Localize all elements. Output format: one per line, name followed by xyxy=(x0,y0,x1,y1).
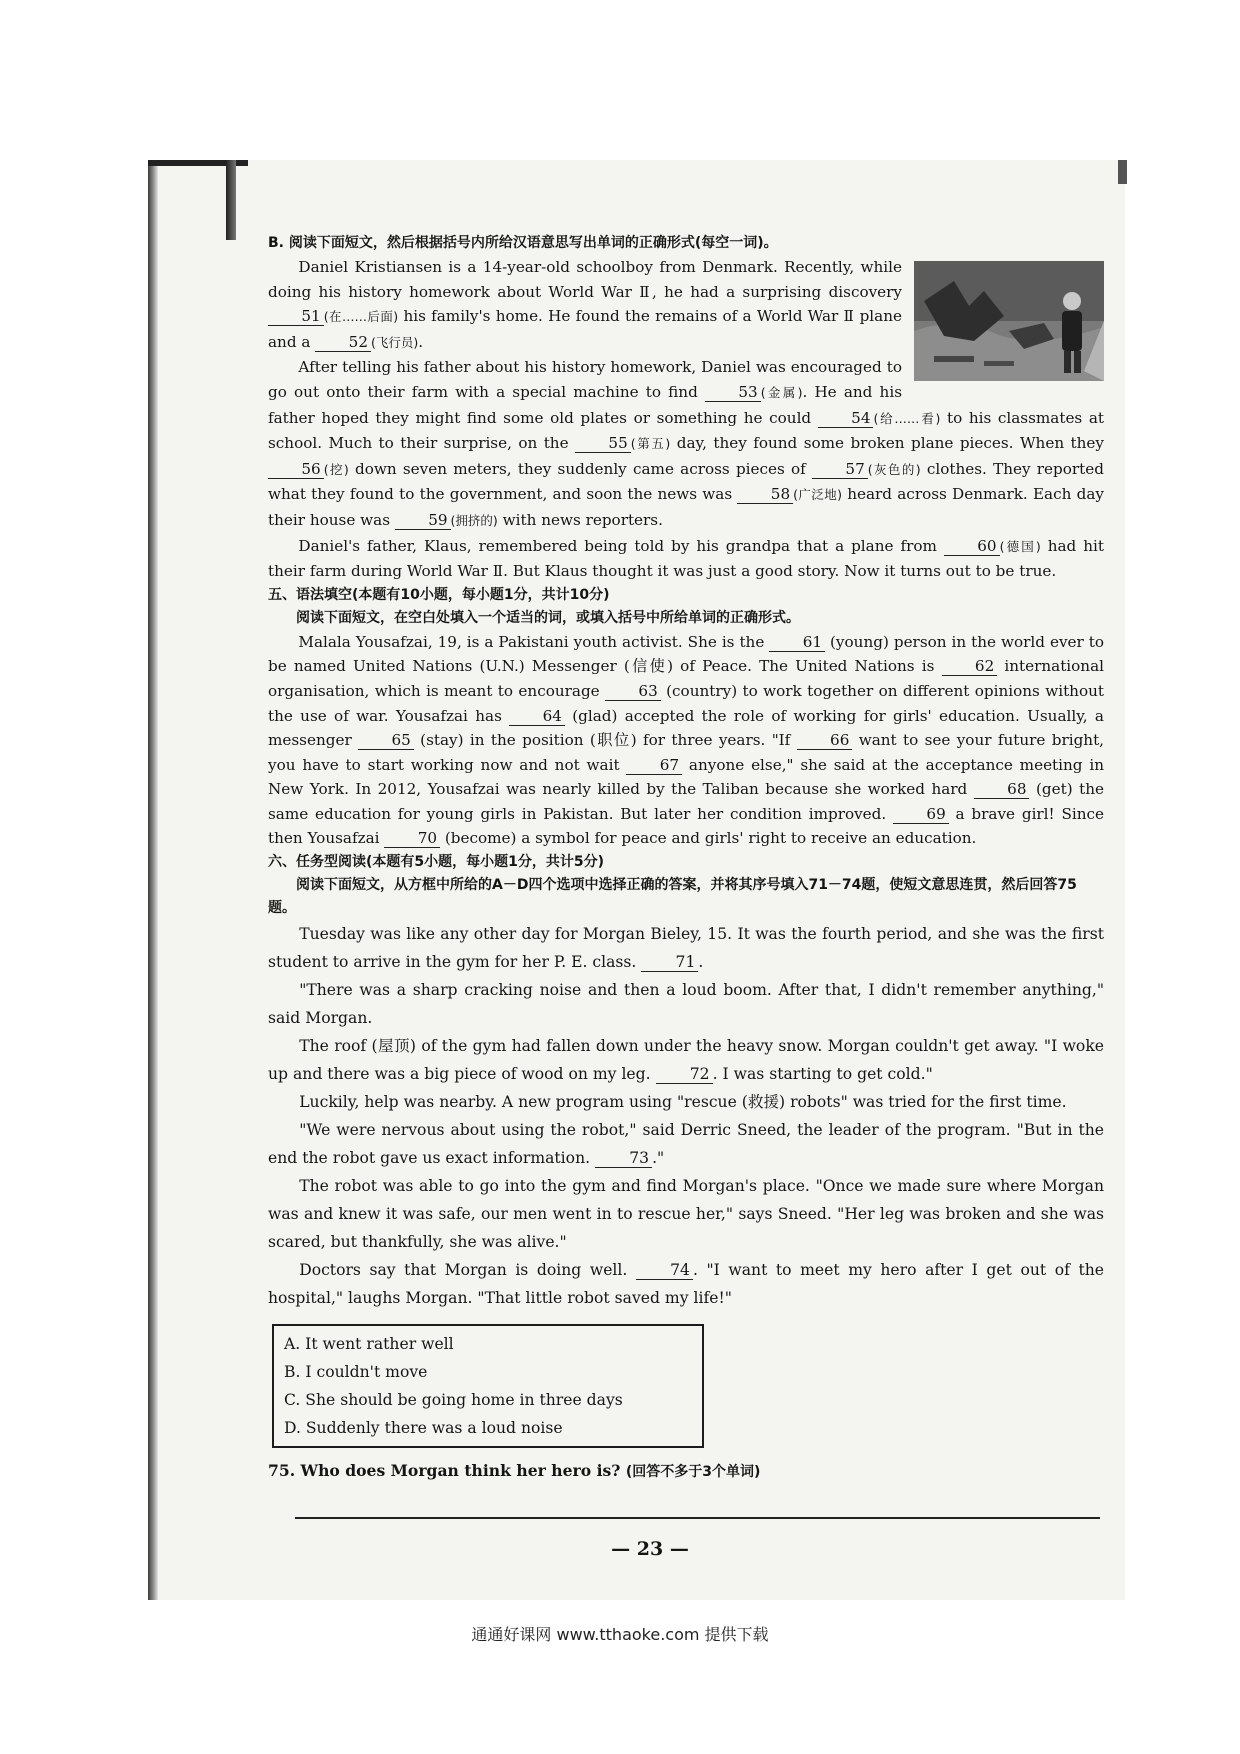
passage-text: The robot was able to go into the gym and find Morgan's place. "Once we made sure where Morgan was and knew it was safe, our men went in to rescue her," says Sneed. "Her leg was broken and she was scared, but thankfully, she was alive." xyxy=(268,1177,1104,1252)
passage-text: (glad) accepted the role of working for girls' education. Usually, a messenger xyxy=(268,706,1104,750)
section-5-heading: 五、语法填空(本题有10小题，每小题1分，共计10分) xyxy=(268,586,610,603)
chinese-hint: (拥挤的) xyxy=(450,512,498,528)
options-box xyxy=(272,1324,704,1448)
passage-text: with news reporters. xyxy=(497,510,663,529)
option-b: B. I couldn't move xyxy=(284,1363,428,1382)
answer-blank: 56 xyxy=(268,460,324,479)
section-6-heading: 六、任务型阅读(本题有5小题，每小题1分，共计5分) xyxy=(268,854,605,871)
passage-text: . He and his father hoped they might find some old plates or something he could xyxy=(268,382,902,427)
chinese-hint: (飞行员) xyxy=(371,334,419,350)
chinese-hint: (在……后面) xyxy=(323,309,399,325)
passage-text: "There was a sharp cracking noise and then a loud boom. After that, I didn't remember anything," said Morgan. xyxy=(268,981,1104,1028)
answer-blank: 64 xyxy=(509,707,565,726)
answer-blank: 68 xyxy=(974,780,1030,799)
section-6-paragraph xyxy=(268,1256,1104,1312)
chinese-hint: (挖) xyxy=(323,461,349,477)
passage-text: Daniel's father, Klaus, remembered being told by his grandpa that a plane from xyxy=(298,536,944,555)
scan-shadow-edge xyxy=(148,160,158,1600)
download-footer: 通通好课网 www.tthaoke.com 提供下载 xyxy=(471,1625,769,1644)
chinese-hint: (德国) xyxy=(999,538,1041,554)
section-6-instruction: 阅读下面短文，从方框中所给的A－D四个选项中选择正确的答案，并将其序号填入71－74题，使短文意思连贯，然后回答75题。 xyxy=(268,877,1077,917)
answer-blank: 74 xyxy=(636,1261,693,1280)
answer-line xyxy=(295,1517,1100,1519)
answer-blank: 58 xyxy=(737,485,793,504)
page-number: — 23 — xyxy=(611,1538,689,1560)
chinese-hint: (第五) xyxy=(630,436,671,452)
section-b-paragraph xyxy=(268,534,1104,584)
answer-blank: 60 xyxy=(944,537,1000,556)
answer-blank: 65 xyxy=(358,731,414,750)
passage-text: . I was starting to get cold." xyxy=(712,1065,933,1084)
passage-text: . xyxy=(418,332,424,351)
answer-blank: 62 xyxy=(942,657,998,676)
chinese-hint: (金属) xyxy=(760,384,803,400)
section-6-paragraph xyxy=(268,976,1104,1032)
section-6-paragraph xyxy=(268,920,1104,976)
section-b-paragraph xyxy=(268,355,1104,533)
passage-text: heard across Denmark. Each day their house was xyxy=(268,485,1104,529)
passage-text: down seven meters, they suddenly came across pieces of xyxy=(348,459,813,478)
article-photo xyxy=(914,261,1104,381)
section-6-paragraph xyxy=(268,1116,1104,1172)
passage-text: Luckily, help was nearby. A new program using "rescue (救援) robots" was tried for the first time. xyxy=(299,1093,1067,1112)
chinese-hint: (灰色的) xyxy=(867,461,921,477)
passage-text: to his classmates at school. Much to their surprise, on the xyxy=(268,408,1104,453)
answer-blank: 67 xyxy=(626,756,682,775)
answer-blank: 51 xyxy=(268,307,324,326)
question-75 xyxy=(268,1458,1104,1485)
passage-text: After telling his father about his history homework, Daniel was encouraged to go out onto their farm with a special machine to find xyxy=(268,358,902,401)
passage-text: (become) a symbol for peace and girls' right to receive an education. xyxy=(440,829,977,848)
answer-blank: 55 xyxy=(575,434,631,453)
answer-blank: 66 xyxy=(797,731,853,750)
scan-artifact xyxy=(1118,160,1127,184)
worksheet-content xyxy=(268,232,1104,1485)
passage-text: anyone else," she said at the acceptance meeting in New York. In 2012, Yousafzai was nearly killed by the Taliban because she worked hard xyxy=(268,755,1104,799)
section-6-paragraph xyxy=(268,1088,1104,1116)
answer-blank: 71 xyxy=(641,953,698,972)
answer-blank: 70 xyxy=(384,829,440,848)
option-d: D. Suddenly there was a loud noise xyxy=(284,1419,563,1438)
section-b-heading: B. 阅读下面短文，然后根据括号内所给汉语意思写出单词的正确形式(每空一词)。 xyxy=(268,235,778,251)
passage-text: a brave girl! Since then Yousafzai xyxy=(268,804,1104,848)
passage-text: "We were nervous about using the robot," said Derric Sneed, the leader of the program. "But in the end the robot gave us exact information. xyxy=(268,1121,1104,1168)
answer-blank: 54 xyxy=(818,409,874,428)
passage-text: Malala Yousafzai, 19, is a Pakistani youth activist. She is the xyxy=(298,632,770,651)
section-6-passage xyxy=(268,920,1104,1312)
section-5-instruction: 阅读下面短文，在空白处填入一个适当的词，或填入括号中所给单词的正确形式。 xyxy=(296,609,800,626)
answer-blank: 59 xyxy=(395,511,451,530)
question-75-note: (回答不多于3个单词) xyxy=(625,1464,761,1481)
chinese-hint: (给……看) xyxy=(873,410,941,426)
passage-text: (young) person in the world ever to be named United Nations (U.N.) Messenger (信使) of Peace. The United Nations is xyxy=(268,632,1104,676)
passage-text: Doctors say that Morgan is doing well. xyxy=(299,1261,636,1280)
passage-text: . xyxy=(698,953,704,972)
answer-blank: 57 xyxy=(812,460,868,479)
passage-text: clothes. They reported what they found to the government, and soon the news was xyxy=(268,459,1104,504)
answer-blank: 73 xyxy=(595,1149,652,1168)
option-c: C. She should be going home in three days xyxy=(284,1391,623,1410)
answer-blank: 53 xyxy=(705,383,761,402)
passage-text: (stay) in the position (职位) for three years. "If xyxy=(413,731,797,750)
passage-text: day, they found some broken plane pieces. When they xyxy=(670,434,1104,453)
section-6-paragraph xyxy=(268,1172,1104,1256)
photo-plane-wreck-boy xyxy=(914,261,1104,381)
answer-blank: 61 xyxy=(769,633,825,652)
section-5-paragraph xyxy=(268,630,1104,851)
passage-text: The roof (屋顶) of the gym had fallen down under the heavy snow. Morgan couldn't get away. "I woke up and there was a big piece of wood on my leg. xyxy=(268,1037,1104,1084)
passage-text: (get) the same education for young girls in Pakistan. But later her condition improved. xyxy=(268,780,1104,823)
question-75-text: 75. Who does Morgan think her hero is? xyxy=(268,1461,626,1481)
passage-text: want to see your future bright, you have to start working now and not wait xyxy=(268,731,1105,774)
answer-blank: 69 xyxy=(893,805,949,824)
passage-text: his family's home. He found the remains of a World War Ⅱ plane and a xyxy=(268,307,902,351)
passage-text: ." xyxy=(652,1149,665,1168)
answer-blank: 72 xyxy=(656,1065,713,1084)
passage-text: international organisation, which is meant to encourage xyxy=(268,657,1104,700)
answer-blank: 52 xyxy=(315,333,371,352)
answer-blank: 63 xyxy=(605,682,661,701)
option-a: A. It went rather well xyxy=(284,1335,454,1354)
passage-text: had hit their farm during World War Ⅱ. But Klaus thought it was just a good story. Now it turns out to be true. xyxy=(268,536,1104,581)
passage-text: (country) to work together on different opinions without the use of war. Yousafzai has xyxy=(268,681,1104,725)
passage-text: Daniel Kristiansen is a 14-year-old schoolboy from Denmark. Recently, while doing his history homework about World War Ⅱ, he had a surprising discovery xyxy=(268,258,902,301)
chinese-hint: (广泛地) xyxy=(793,487,842,503)
passage-text: Tuesday was like any other day for Morgan Bieley, 15. It was the fourth period, and she was the first student to arrive in the gym for her P. E. class. xyxy=(268,925,1104,972)
section-6-paragraph xyxy=(268,1032,1104,1088)
binder-mark-vertical xyxy=(226,160,236,240)
passage-text: . "I want to meet my hero after I get out of the hospital," laughs Morgan. "That little robot saved my life!" xyxy=(268,1261,1104,1308)
